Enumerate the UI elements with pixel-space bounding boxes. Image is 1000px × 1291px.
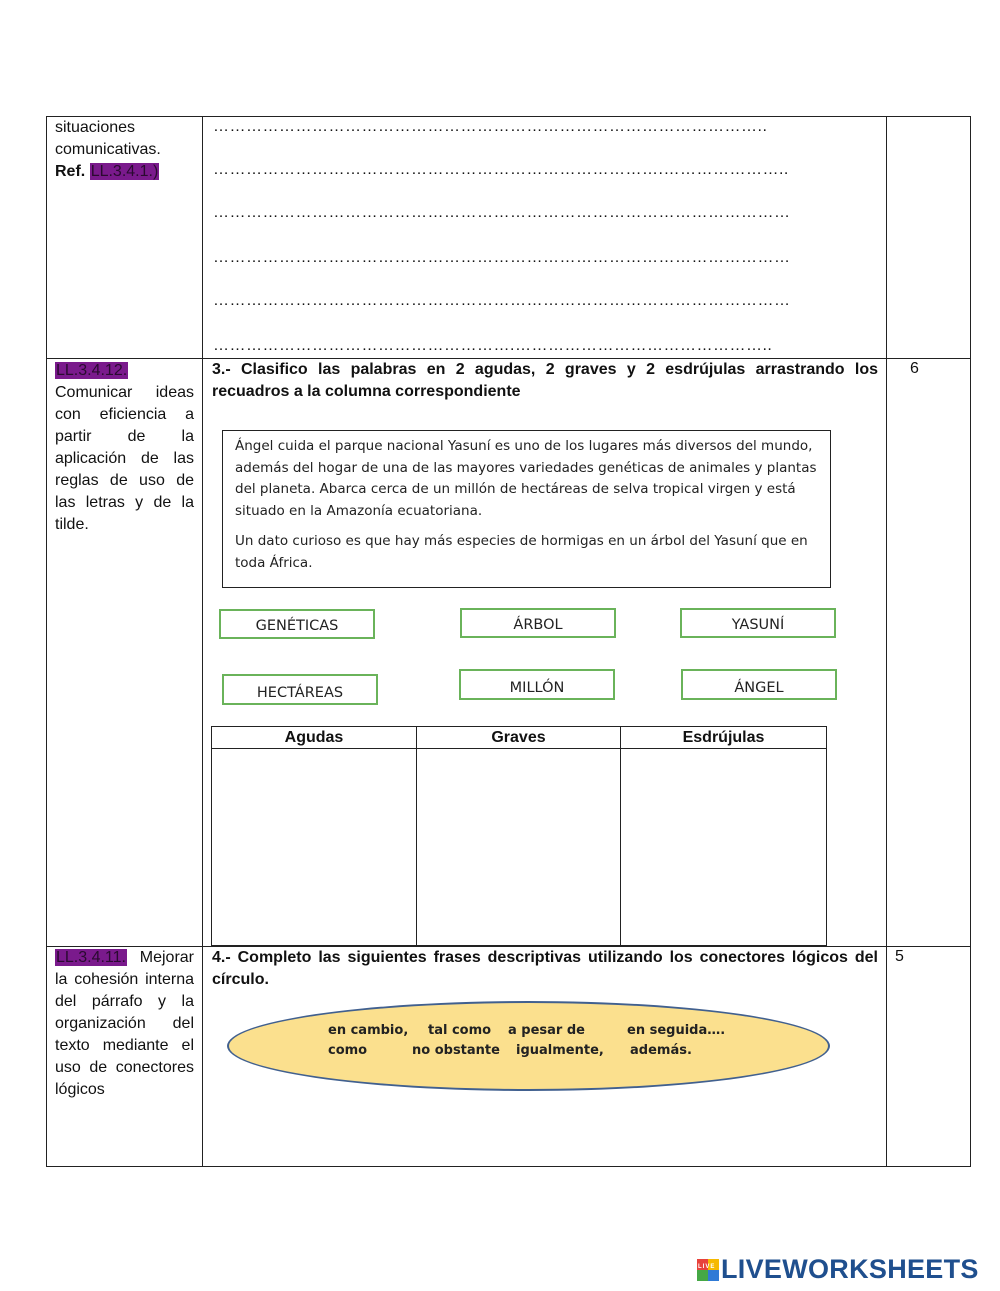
ref-code: LL.3.4.1.): [90, 163, 159, 180]
word-box-yasuni[interactable]: YASUNÍ: [680, 608, 836, 638]
table-border-col3: [886, 116, 887, 1167]
answer-line-1[interactable]: ………………………………………………………………………………………..: [213, 118, 768, 135]
task4-title: 4.- Completo las siguientes frases descriptivas utilizando los conectores lógicos del círculo.: [212, 949, 878, 988]
word-box-arbol[interactable]: ÁRBOL: [460, 608, 616, 638]
connector-en-cambio: en cambio,: [328, 1023, 409, 1038]
word-box-hectareas[interactable]: HECTÁREAS: [222, 674, 378, 705]
row1-left-cell: [55, 117, 197, 183]
answer-line-6[interactable]: ……………………………………………….………………………………………..: [213, 337, 773, 354]
ref-label: Ref.: [55, 163, 86, 180]
connector-como: como: [328, 1043, 368, 1058]
connector-no-obstante: no obstante: [412, 1043, 500, 1058]
task3-score: 6: [910, 360, 919, 377]
connector-igualmente: igualmente,: [516, 1043, 604, 1058]
word-box-millon[interactable]: MILLÓN: [459, 669, 615, 700]
column-header-agudas: Agudas: [212, 727, 417, 749]
row1-ref: [55, 161, 197, 183]
drop-zone-agudas[interactable]: [212, 749, 417, 946]
task4-score: 5: [895, 948, 904, 965]
row2-code: LL.3.4.12.: [56, 362, 128, 379]
connector-en-seguida: en seguida….: [627, 1023, 726, 1038]
column-header-esdrujulas: Esdrújulas: [621, 727, 827, 749]
column-header-graves: Graves: [417, 727, 621, 749]
task3-title: 3.- Clasifico las palabras en 2 agudas, 2 graves y 2 esdrújulas arrastrando los recuadros a la columna correspondiente: [212, 361, 878, 400]
logo-text: LIVEWORKSHEETS: [721, 1254, 979, 1284]
answer-line-3[interactable]: ……………………………………………………………………………………………: [213, 204, 791, 221]
answer-line-5[interactable]: ……………………………………………………………………………………………: [213, 292, 791, 309]
connector-a-pesar-de: a pesar de: [508, 1023, 585, 1038]
answer-line-4[interactable]: ……………………………………………………………………………………………: [213, 249, 791, 266]
drop-zone-esdrujulas[interactable]: [621, 749, 827, 946]
liveworksheets-logo[interactable]: [697, 1254, 997, 1286]
row1-left-line-1: situaciones: [55, 119, 136, 136]
logo-badge-icon: [697, 1259, 719, 1281]
connector-tal-como: tal como: [428, 1023, 492, 1038]
table-border-bottom: [46, 1166, 971, 1167]
row3-left-cell: [55, 947, 194, 1101]
drop-zone-graves[interactable]: [417, 749, 621, 946]
row2-left-cell: [55, 360, 194, 536]
table-border-left: [46, 116, 47, 1167]
table-border-col2: [202, 116, 203, 1167]
reading-passage: [222, 430, 831, 588]
word-box-angel[interactable]: ÁNGEL: [681, 669, 837, 700]
connector-ademas: además.: [630, 1043, 692, 1058]
word-box-geneticas[interactable]: GENÉTICAS: [219, 609, 375, 639]
logo-badge-text: LIVE: [698, 1264, 716, 1270]
row2-objective: Comunicar ideas con eficiencia a partir de la aplicación de las reglas de uso de las letras y de la tilde.: [55, 384, 194, 533]
classification-table: [211, 726, 827, 946]
answer-line-2[interactable]: ……………………………………………………………………….…………………..: [213, 161, 789, 178]
passage-paragraph-2: Un dato curioso es que hay más especies de hormigas en un árbol del Yasuní que en toda África.: [235, 533, 808, 571]
passage-paragraph-1: Ángel cuida el parque nacional Yasuní es uno de los lugares más diversos del mundo, además del hogar de una de las mayores variedades genéticas de animales y plantas del planeta. Abarca cerca de un millón de hectáreas de selva tropical virgen y está situado en la Amazonía ecuatoriana.: [235, 438, 817, 519]
row1-left-line-2: comunicativas.: [55, 141, 161, 158]
row3-code: LL.3.4.11.: [56, 949, 126, 966]
row3-objective: Mejorar la cohesión interna del párrafo y la organización del texto mediante el uso de conectores lógicos: [55, 949, 194, 1098]
table-border-right: [970, 116, 971, 1167]
